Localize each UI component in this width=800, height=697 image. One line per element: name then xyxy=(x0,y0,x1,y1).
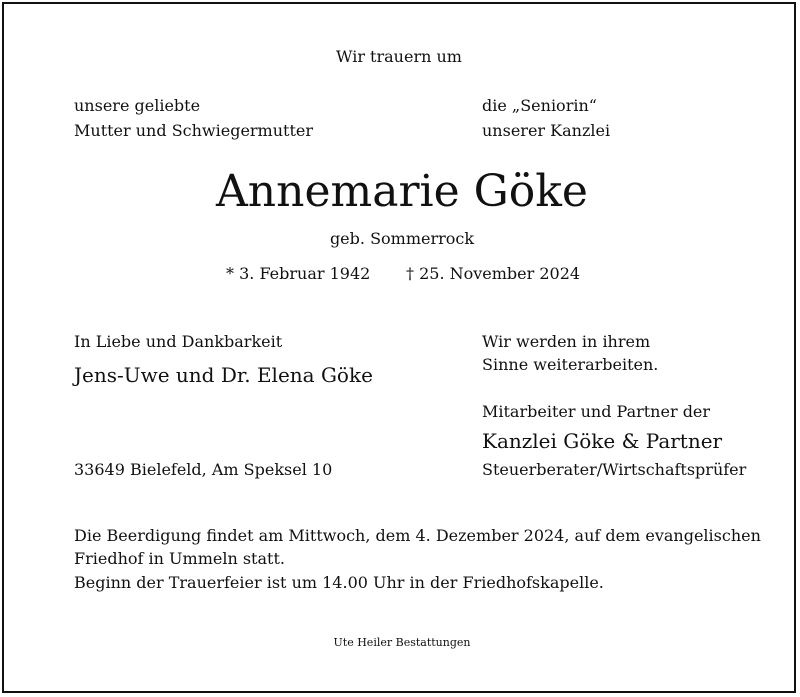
funeral-line-3: Beginn der Trauerfeier ist um 14.00 Uhr in der Friedhofskapelle. xyxy=(74,573,604,592)
intro-text: Wir trauern um xyxy=(336,47,462,66)
family-names: Jens-Uwe und Dr. Elena Göke xyxy=(74,363,373,387)
funeral-line-2: Friedhof in Ummeln statt. xyxy=(74,549,285,568)
firm-tribute-line-1: Wir werden in ihrem xyxy=(482,332,651,351)
deceased-name: Annemarie Göke xyxy=(216,166,588,217)
right-intro-line-1: die „Seniorin“ xyxy=(482,96,597,115)
firm-name: Kanzlei Göke & Partner xyxy=(482,429,723,453)
birth-date: * 3. Februar 1942 xyxy=(226,264,371,283)
death-date: † 25. November 2024 xyxy=(406,264,581,283)
family-intro: In Liebe und Dankbarkeit xyxy=(74,332,283,351)
firm-profession: Steuerberater/Wirtschaftsprüfer xyxy=(482,460,747,479)
right-intro-line-2: unserer Kanzlei xyxy=(482,121,611,140)
family-address: 33649 Bielefeld, Am Speksel 10 xyxy=(74,460,333,479)
maiden-name: geb. Sommerrock xyxy=(329,229,475,248)
firm-tribute-line-2: Sinne weiterarbeiten. xyxy=(482,355,659,374)
firm-staff-intro: Mitarbeiter und Partner der xyxy=(482,402,711,421)
funeral-line-1: Die Beerdigung findet am Mittwoch, dem 4. Dezember 2024, auf dem evangelischen xyxy=(74,526,761,545)
undertaker-credit: Ute Heiler Bestattungen xyxy=(333,636,471,649)
notice-frame xyxy=(2,2,796,693)
left-intro-line-2: Mutter und Schwiegermutter xyxy=(74,121,314,140)
left-intro-line-1: unsere geliebte xyxy=(74,96,201,115)
